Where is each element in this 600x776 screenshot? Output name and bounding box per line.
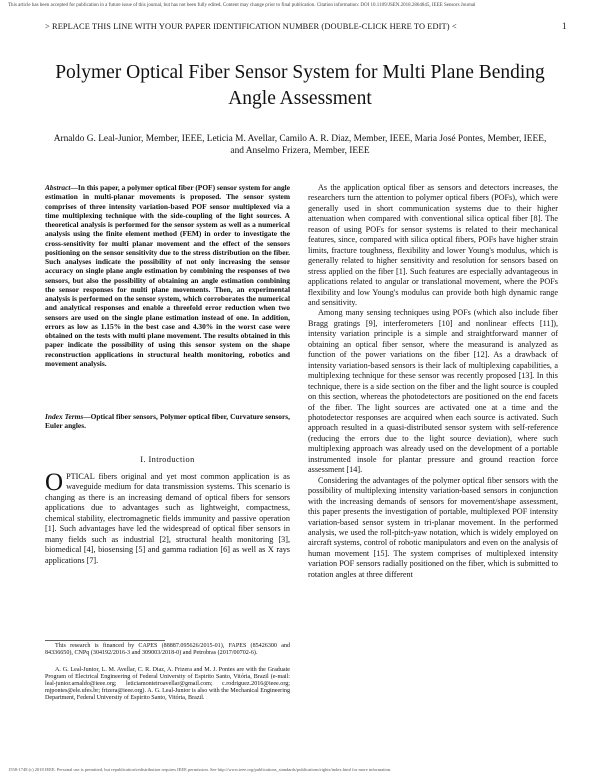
intro-text: PTICAL fibers original and yet most common application is as waveguide medium for data transmission systems. This scenario is changing as there is an increasing demand of optical fibers for sensors applications due to advantages such as lightweight, compactness, chemical stability, electromagnetic fields immunity and passive operation [1]. Such advantages have led the widespread of optical fiber sensors in many fields such as industrial [2], structural health monitoring [3], biomedical [4], biosensing [5] and gamma radiation [6] as well as X rays applications [7].	[45, 472, 290, 565]
intro-paragraph	[45, 469, 290, 566]
author-list: Arnaldo G. Leal-Junior, Member, IEEE, Leticia M. Avellar, Camilo A. R. Diaz, Member, IEEE, Maria José Pontes, Member, IEEE, and Anselmo Frizera, Member, IEEE	[53, 134, 547, 156]
abstract-label: Abstract	[45, 183, 71, 192]
body-paragraph-2: Among many sensing techniques using POFs (which also include fiber Bragg gratings [9], interferometers [10] and nonlinear effects [11]), intensity variation principle is a simple and straightforward manner of obtaining an optical fiber sensor, where the measurand is analyzed as function of the power variations on the fiber [12]. As a drawback of intensity variation-based sensors is their lack of multiplexing capabilities, a multiplexing technique for these sensor was recently proposed [13]. In this technique, there is a side section on the fiber and the light source is coupled on this section, whereas the photodetectors are positioned on the end facets of the fiber. The light sources are activated one at a time and the photodetector responses are acquired when each source is activated. Such approach resulted in a quasi-distributed sensor system with self-reference (reducing the errors due to the light source deviation), where such multiplexing approach was already used on the development of a portable instrumented insole for plantar pressure and ground reaction force assessment [14].	[308, 308, 558, 475]
running-head: > REPLACE THIS LINE WITH YOUR PAPER IDENTIFICATION NUMBER (DOUBLE-CLICK HERE TO EDIT) <	[45, 22, 457, 31]
paper-title: Polymer Optical Fiber Sensor System for Multi Plane Bending Angle Assessment	[55, 62, 545, 109]
body-paragraph-3: Considering the advantages of the polymer optical fiber sensors with the possibility of multiplexing intensity variation-based sensors in conjunction with the increasing demands of sensors for movement/shape assessment, this paper presents the investigation of portable, multiplexed POF intensity variation-based sensor system in tri-planar movement. In the performed analysis, we used the roll-pitch-yaw notation, which is widely employed on aircraft systems, control of robotic manipulators and even on the analysis of human movement [15]. The system comprises of multiplexed intensity variation POF sensors radially positioned on the fiber, which is submitted to rotation angles at three different	[308, 475, 558, 579]
index-terms-text: —Optical fiber sensors, Polymer optical fiber, Curvature sensors, Euler angles.	[45, 412, 291, 431]
footnote-affiliation: A. G. Leal-Junior, L. M. Avellar, C. R. Diaz, A. Frizera and M. J. Pontes are with the Graduate Program of Electrical Engineering of Federal University of Espirito Santo, Vitória, Brazil (e-mail: leal-junior.arnaldo@ieee.org; leticiamonteiroavellar@gmail.com; c.rodriguez.2016@ieee.org; mjpontes@ele.ufes.br; frizera@ieee.org). A. G. Leal-Junior is also with the Mechanical Engineering Department, Federal University of Espirito Santo, Vitória, Brazil.	[45, 667, 290, 702]
abstract	[45, 183, 290, 368]
index-terms	[45, 412, 290, 431]
index-terms-label: Index Terms	[45, 412, 84, 421]
right-column	[308, 183, 558, 580]
abstract-text: —In this paper, a polymer optical fiber (POF) sensor system for angle estimation in multi-planar movements is proposed. The sensor system comprises of three intensity variation-based POF sensor multiplexed via a time multiplexing technique with the side-coupling of the light sources. A theoretical analysis is performed for the sensor system as well as a numerical analysis using the finite element method (FEM) in order to investigate the cross-sensitivity for multi planar movement and the effect of the sensors positioning on the sensor sensitivity due to the stress distribution on the fiber. Such analyses indicate the possibility of not only increasing the sensor accuracy on single plane angle estimation by combining the responses of two sensors, but also the possibility of obtaining an angle estimation combining the sensor responses for multi plane movements. Then, an experimental analysis is performed on the sensor system, which corroborates the numerical and analytical responses and enable a threefold error reduction when two sensors are used on the single plane estimation instead of one. In addition, errors as low as 1.15% in the best case and 4.30% in the worst case were obtained on the tests with multi plane movement. The results obtained in this paper indicate the possibility of using this sensor system on the shape reconstruction applications in structural health monitoring, robotics and movement analysis.	[45, 183, 290, 368]
footnote-funding: This research is financed by CAPES (88887.095626/2015-01), FAPES (85426300 and 84336650), CNPq (304192/2016-3 and 309003/2018-0) and Petrobras (2017/00702-6).	[45, 643, 290, 657]
copyright-footer: 1558-1748 (c) 2018 IEEE. Personal use is permitted, but republication/redistribution requires IEEE permission. See http://www.ieee.org/publications_standards/publications/rights/index.html for more information.	[8, 767, 392, 772]
page-number: 1	[562, 21, 567, 31]
body-paragraph-1: As the application optical fiber as sensors and detectors increases, the researchers turn the attention to polymer optical fibers (POFs), which were generally used in short communication systems due to their higher attenuation when compared with conventional silica optical fiber [8]. The reason of using POFs for sensor systems is related to their mechanical features, since, compared with silica optical fibers, POFs have higher strain limits, fracture toughness, flexibility and lower Young's modulus, which is generally related to higher sensitivity and resolution for sensors based on stress applied on the fiber [1]. Such features are especially advantageous in applications related to angular or translational movement, where the POFs flexibility and low Young's modulus can provide both high dynamic range and sensitivity.	[308, 183, 558, 307]
drop-cap: O	[45, 469, 64, 496]
section-heading: I. Introduction	[140, 455, 195, 464]
publication-notice: This article has been accepted for publication in a future issue of this journal, but has not been fully edited. Content may change prior to final publication. Citation information: DOI 10.1109/JSEN.2018.2864845, IEEE Sensors Journal	[8, 3, 476, 8]
footnote-rule	[45, 640, 165, 641]
